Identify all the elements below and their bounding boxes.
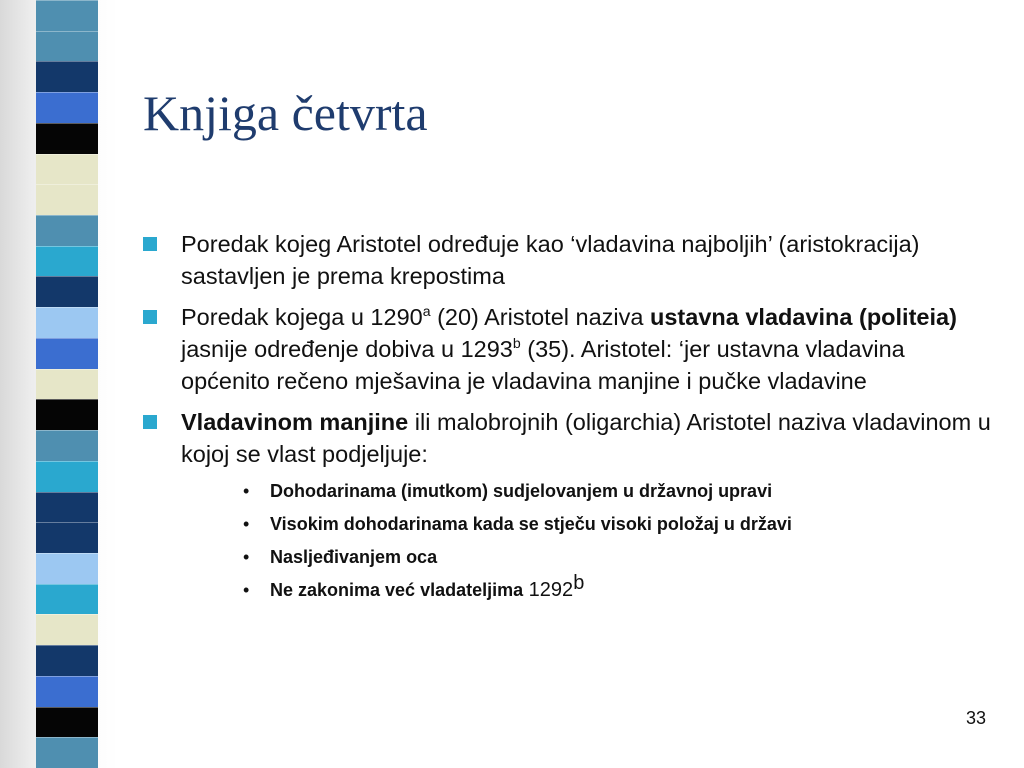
decorative-stripe — [36, 584, 98, 617]
sub-item — [243, 572, 993, 602]
bullet-text-end: (35). Aristotel: ‘jer ustavna vladavina općenito rečeno mješavina je vladavina manjine i pučke vladavine — [181, 336, 905, 394]
slide-content — [143, 228, 993, 611]
decorative-stripe — [36, 614, 98, 647]
superscript: a — [422, 303, 431, 320]
decorative-stripe — [36, 0, 98, 33]
dot-bullet-icon: • — [243, 580, 250, 600]
decorative-stripe — [36, 123, 98, 156]
decorative-stripe — [36, 246, 98, 279]
bold-term: Vladavinom manjine — [181, 409, 409, 435]
decorative-stripe — [36, 61, 98, 94]
slide-title: Knjiga četvrta — [143, 85, 428, 141]
decorative-stripe — [36, 31, 98, 64]
dot-bullet-icon: • — [243, 481, 250, 501]
bullet-text: Poredak kojeg Aristotel određuje kao ‘vladavina najboljih’ (aristokracija) sastavljen je prema krepostima — [181, 231, 920, 289]
bullet-text-pre: Poredak kojega u 1290 — [181, 304, 423, 330]
sub-item-text: Dohodarinama (imutkom) sudjelovanjem u državnoj upravi — [270, 481, 773, 501]
square-bullet-icon — [143, 237, 157, 251]
decorative-stripe — [36, 522, 98, 555]
decorative-stripe — [36, 676, 98, 709]
sub-item — [243, 512, 993, 536]
sub-item — [243, 545, 993, 569]
sub-item-tail: 1292 — [523, 579, 574, 601]
bullet-text-mid: (20) Aristotel naziva — [430, 304, 650, 330]
bullet-text-rest: ili malobrojnih (oligarchia) Aristotel naziva vladavinom u kojoj se vlast podjeljuje: — [181, 409, 991, 467]
superscript: b — [573, 572, 585, 594]
decorative-stripe — [36, 399, 98, 432]
bullet-aristocracy — [143, 228, 993, 292]
decorative-stripe — [36, 307, 98, 340]
superscript: b — [512, 335, 521, 352]
decorative-stripe — [36, 276, 98, 309]
sub-item — [243, 479, 993, 503]
dot-bullet-icon: • — [243, 514, 250, 534]
decorative-stripe — [36, 645, 98, 678]
sub-item-text: Visokim dohodarinama kada se stječu visoki položaj u državi — [270, 514, 792, 534]
decorative-stripe — [36, 369, 98, 402]
square-bullet-icon — [143, 415, 157, 429]
decorative-stripe — [36, 737, 98, 768]
decorative-stripe — [36, 707, 98, 740]
bullet-politeia — [143, 301, 993, 397]
decorative-stripe — [36, 492, 98, 525]
decorative-side-strip — [0, 0, 118, 768]
square-bullet-icon — [143, 310, 157, 324]
decorative-stripe — [36, 92, 98, 125]
decorative-stripe — [36, 338, 98, 371]
sub-list — [243, 479, 993, 602]
page-number: 33 — [966, 708, 987, 728]
bullet-oligarchy — [143, 406, 993, 470]
decorative-stripe — [36, 184, 98, 217]
decorative-stripe — [36, 154, 98, 187]
sub-item-text: Nasljeđivanjem oca — [270, 547, 438, 567]
decorative-stripe — [36, 461, 98, 494]
stripe-column — [36, 0, 98, 768]
decorative-stripe — [36, 215, 98, 248]
sub-item-text: Ne zakonima već vladateljima — [270, 580, 524, 600]
bold-term: ustavna vladavina (politeia) — [650, 304, 957, 330]
decorative-stripe — [36, 553, 98, 586]
bullet-text-post: jasnije određenje dobiva u 1293 — [181, 336, 513, 362]
decorative-stripe — [36, 430, 98, 463]
dot-bullet-icon: • — [243, 547, 250, 567]
